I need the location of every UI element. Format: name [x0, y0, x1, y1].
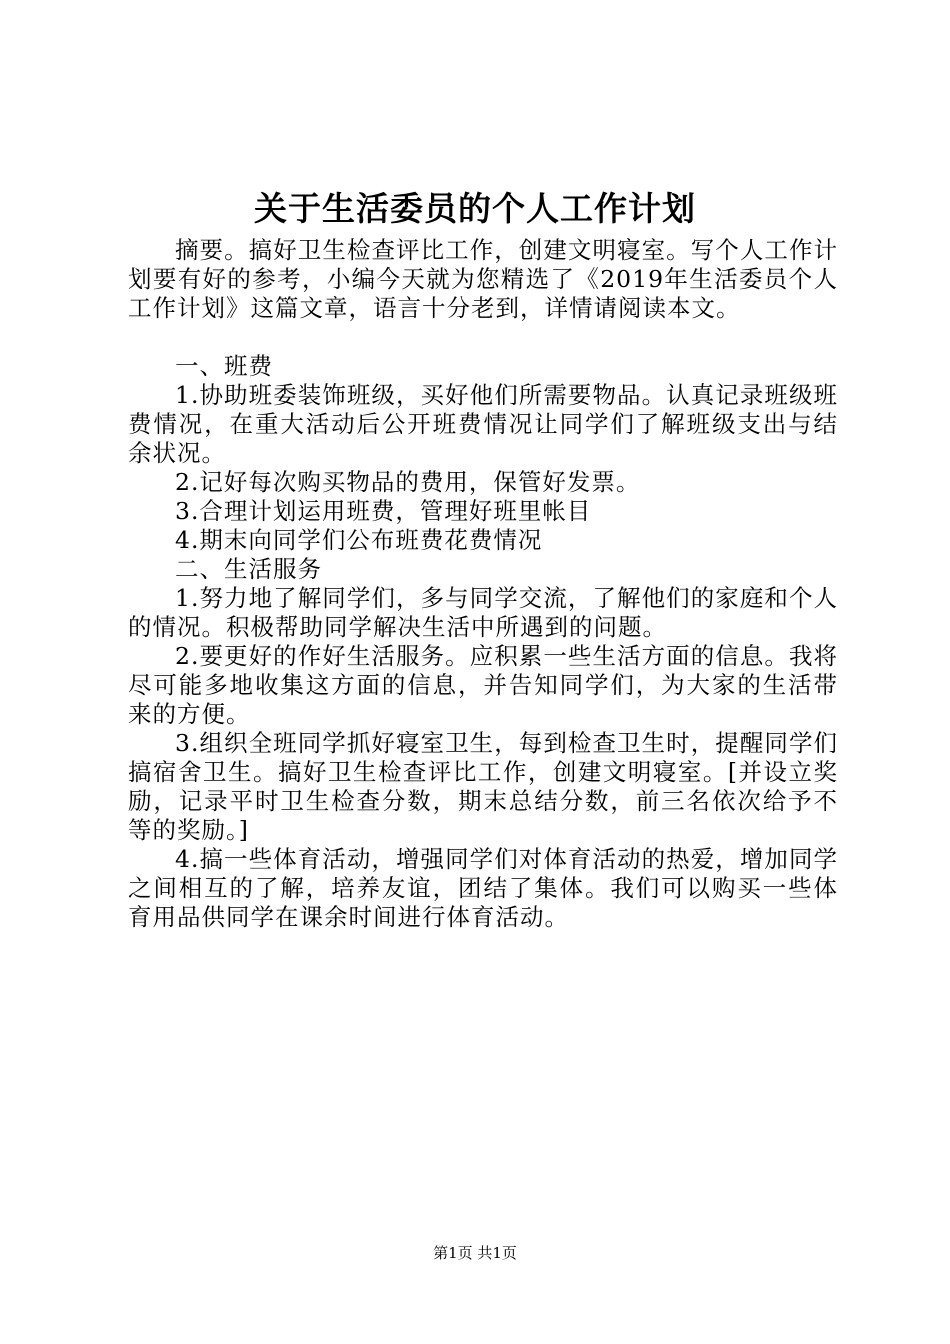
list-item: 3.合理计划运用班费，管理好班里帐目: [175, 497, 592, 525]
document-title: 关于生活委员的个人工作计划: [254, 189, 696, 228]
list-item: 1.协助班委装饰班级，买好他们所需要物品。认真记录班级班费情况，在重大活动后公开班费情况让同学们了解班级支出与结余状况。: [128, 381, 838, 467]
list-item: 4.搞一些体育活动，增强同学们对体育活动的热爱，增加同学之间相互的了解，培养友谊，团结了集体。我们可以购买一些体育用品供同学在课余时间进行体育活动。: [128, 845, 838, 931]
abstract-paragraph: 摘要。搞好卫生检查评比工作，创建文明寝室。写个人工作计划要有好的参考，小编今天就为您精选了《2019年生活委员个人工作计划》这篇文章，语言十分老到，详情请阅读本文。: [128, 236, 838, 322]
list-item: 1.努力地了解同学们，多与同学交流，了解他们的家庭和个人的情况。积极帮助同学解决生活中所遇到的问题。: [128, 584, 838, 641]
page-number: 第1页 共1页: [433, 1244, 517, 1262]
list-item: 3.组织全班同学抓好寝室卫生，每到检查卫生时，提醒同学们搞宿舍卫生。搞好卫生检查评比工作，创建文明寝室。[并设立奖励，记录平时卫生检查分数，期末总结分数，前三名依次给予不等的奖励。]: [128, 729, 838, 844]
blank-line: [128, 323, 838, 352]
list-item: 2.要更好的作好生活服务。应积累一些生活方面的信息。我将尽可能多地收集这方面的信息，并告知同学们，为大家的生活带来的方便。: [128, 642, 838, 728]
document-body: [128, 236, 838, 932]
section-heading: 二、生活服务: [175, 555, 322, 583]
list-item: 2.记好每次购买物品的费用，保管好发票。: [175, 468, 641, 496]
list-item: 4.期末向同学们公布班费花费情况: [175, 526, 543, 554]
section-heading: 一、班费: [175, 352, 273, 380]
